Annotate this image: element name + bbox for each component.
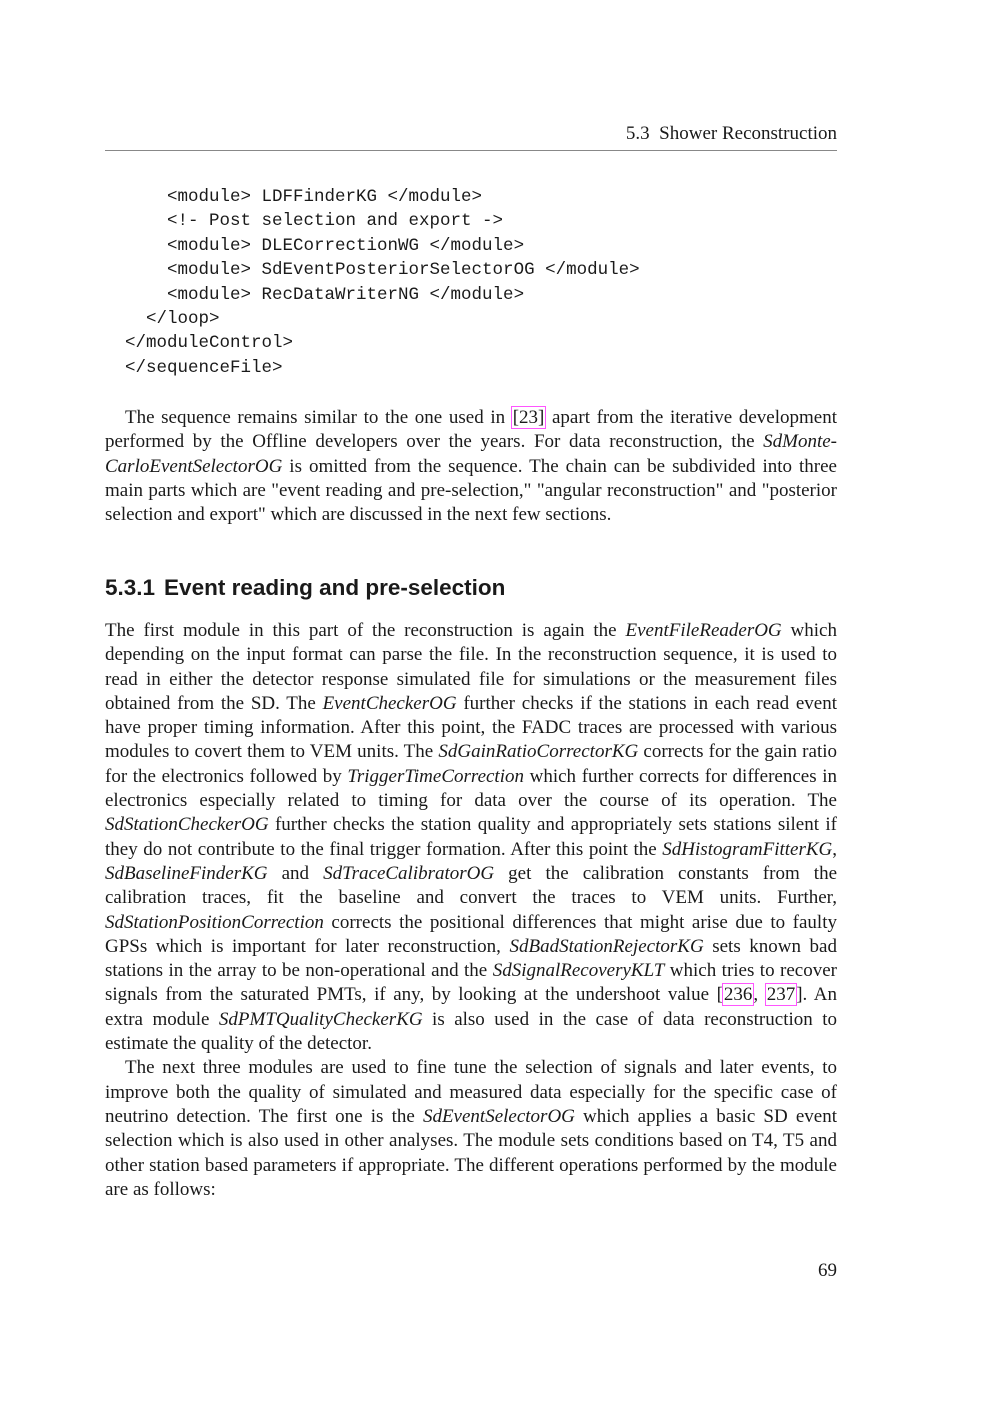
text-run: The first module in this part of the reconstruction is again the	[105, 620, 626, 641]
code-line: </loop>	[125, 308, 220, 329]
text-run: further checks if the stations in each read event have proper timing information. After this point, the FADC traces are processed with various modules to covert them to VEM units. The	[105, 692, 837, 763]
running-header	[105, 120, 837, 151]
citation-bracket: ]	[796, 984, 803, 1006]
text-run: further checks the station quality and appropriately sets stations silent if they do not contribute to the final trigger formation. After this point the	[105, 814, 837, 860]
text-run: sets known bad stations in the array to be non-operational and the	[105, 935, 837, 982]
code-line: <module> DLECorrectionWG </module>	[125, 235, 525, 256]
module-name: SdHistogramFitterKG	[662, 838, 833, 860]
text-run: corrects the positional differences that might arise due to faulty GPSs which is important for later reconstruction,	[105, 911, 837, 957]
module-name: SdMonteCarloEventSelectorOG	[105, 431, 837, 477]
header-section-title: Shower Reconstruction	[659, 123, 837, 144]
text-run: and	[267, 862, 324, 884]
code-block	[125, 185, 640, 380]
citation-link[interactable]: 236	[723, 984, 753, 1006]
module-name: EventFileReaderOG	[625, 620, 782, 641]
citation-link[interactable]: 237	[766, 984, 796, 1006]
text-run: is also used in the case of data reconstruction to estimate the quality of the detector.	[105, 1008, 837, 1055]
code-line: <module> SdEventPosteriorSelectorOG </module>	[125, 260, 640, 281]
citation-link[interactable]: [23]	[512, 407, 545, 428]
header-section-number: 5.3	[625, 123, 650, 144]
citation-separator: ,	[753, 984, 766, 1006]
module-name: SdTraceCalibratorOG	[323, 862, 495, 884]
module-name: TriggerTimeCorrection	[347, 765, 524, 787]
module-name: EventCheckerOG	[322, 692, 457, 714]
code-line: </moduleControl>	[125, 333, 294, 354]
text-run: which further corrects for differences in electronics especially related to timing for data over the course of its operation. The	[105, 765, 837, 812]
module-name: SdSignalRecoveryKLT	[492, 960, 665, 982]
code-line: </sequenceFile>	[125, 357, 283, 378]
section-heading	[105, 574, 505, 602]
module-name: SdPMTQualityCheckerKG	[218, 1008, 423, 1030]
section-number: 5.3.1	[105, 575, 156, 600]
text-run: apart from the iterative development performed by the Offline developers over the years. For data reconstruction, the	[105, 407, 837, 453]
text-run: which tries to recover signals from the saturated PMTs, if any, by looking at the undershoot value	[105, 960, 837, 1006]
text-run: corrects for the gain ratio for the electronics followed by	[105, 741, 837, 787]
citation-bracket: [	[716, 984, 723, 1006]
intro-text	[105, 406, 837, 527]
text-run: The next three modules are used to fine tune the selection of signals and later events, to improve both the quality of simulated and measured data especially for the specific case of neutrino detection. The first one is the	[105, 1057, 837, 1127]
text-run: is omitted from the sequence. The chain can be subdivided into three main parts which are "event reading and pre-selection," "angular reconstruction" and "posterior selection and export" which are discussed in the next few sections.	[105, 455, 837, 526]
code-line: <!- Post selection and export ->	[125, 211, 504, 232]
text-run: get the calibration constants from the calibration traces, fit the baseline and convert the traces to VEM units. Further,	[105, 862, 837, 909]
text-run: . An extra module	[105, 984, 837, 1030]
paragraph-1	[105, 619, 837, 1056]
header-text	[626, 123, 837, 145]
module-name: SdStationCheckerOG	[105, 814, 269, 836]
module-name: SdGainRatioCorrectorKG	[438, 741, 639, 763]
text-run: which applies a basic SD event selection which is also used in other analyses. The module sets conditions based on T4, T5 and other station based parameters if appropriate. The different operations performed by the module are as follows:	[105, 1105, 837, 1200]
section-title: Event reading and pre-selection	[164, 575, 506, 600]
module-name: SdStationPositionCorrection	[105, 911, 324, 933]
intro-paragraph	[105, 406, 837, 527]
code-line: <module> RecDataWriterNG </module>	[125, 284, 525, 305]
module-name: SdBadStationRejectorKG	[509, 935, 704, 957]
code-line: <module> LDFFinderKG </module>	[125, 187, 483, 207]
text-run: The sequence remains similar to the one used in	[125, 407, 512, 428]
section-body	[105, 619, 837, 1202]
text-run: ,	[832, 838, 837, 860]
paragraph-2	[105, 1056, 837, 1202]
module-name: SdBaselineFinderKG	[105, 862, 268, 884]
text-run: which depending on the input format can parse the file. In the reconstruction sequence, it is used to read in either the detector response simulated file for simulations or the measurement files obtained from the SD. The	[105, 620, 837, 714]
page-number: 69	[818, 1260, 837, 1281]
module-name: SdEventSelectorOG	[422, 1105, 575, 1127]
